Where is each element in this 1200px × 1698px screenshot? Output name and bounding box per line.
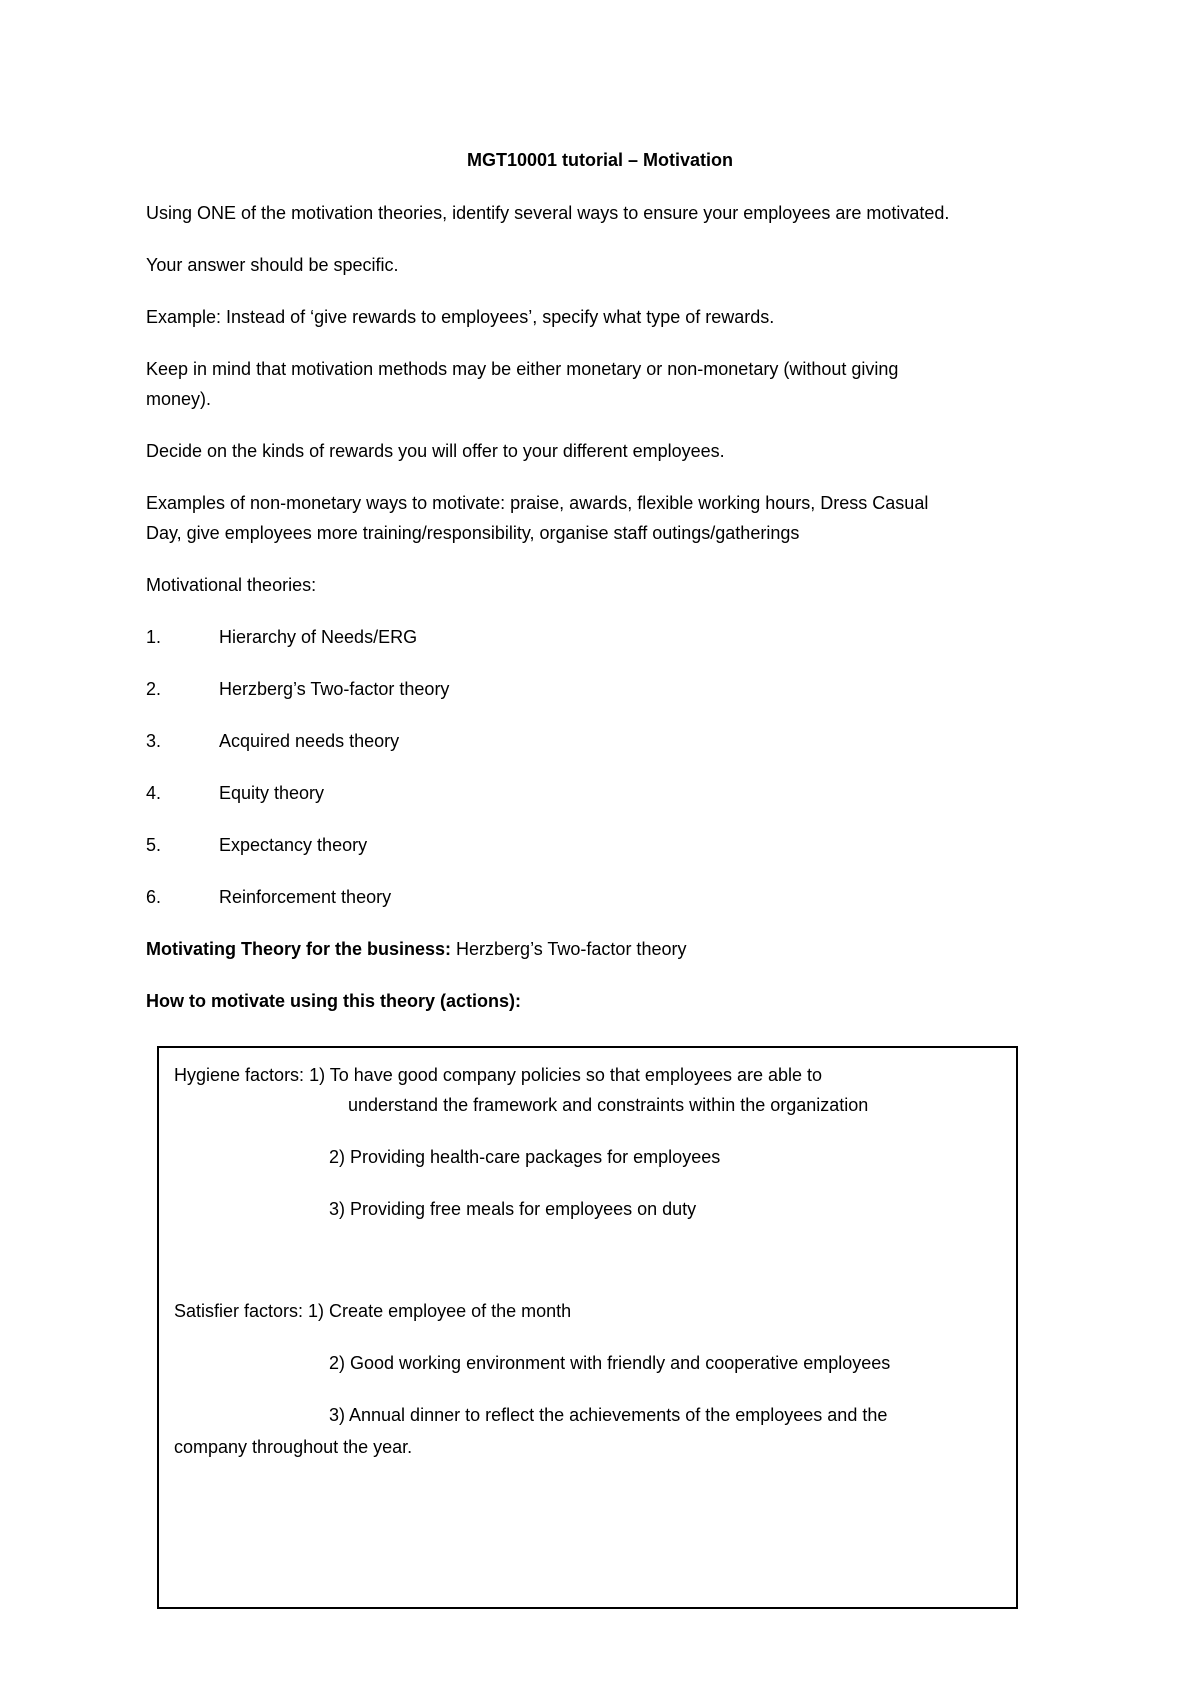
page-title: MGT10001 tutorial – Motivation [466,150,734,170]
list-number: 1. [146,627,162,647]
list-label: Equity theory [219,783,325,803]
hygiene-item-3: 3) Providing free meals for employees on duty [329,1199,697,1219]
how-heading: How to motivate using this theory (actions): [146,991,522,1011]
instruction-text: Using ONE of the motivation theories, identify several ways to ensure your employees are motivated. [146,203,950,223]
chosen-theory-label: Motivating Theory for the business: [146,939,452,959]
theories-heading: Motivational theories: [146,575,317,595]
example-text: Example: Instead of ‘give rewards to employees’, specify what type of rewards. [146,307,775,327]
list-label: Hierarchy of Needs/ERG [219,627,418,647]
list-item [146,622,417,652]
list-number: 3. [146,731,162,751]
satisfier-label: Satisfier factors: [174,1301,309,1321]
list-number: 5. [146,835,162,855]
satisfier-item-2: 2) Good working environment with friendly and cooperative employees [329,1353,891,1373]
list-item [146,830,367,860]
answer-box [157,1046,1018,1609]
decide-text: Decide on the kinds of rewards you will offer to your different employees. [146,441,725,461]
satisfier-item-3a: 3) Annual dinner to reflect the achievements of the employees and the [329,1405,888,1425]
chosen-theory [146,934,686,964]
specific-note: Your answer should be specific. [146,255,399,275]
hygiene-label: Hygiene factors: [174,1065,310,1085]
examples-line2: Day, give employees more training/responsibility, organise staff outings/gatherings [146,523,800,543]
list-label: Acquired needs theory [219,731,400,751]
list-item [146,778,324,808]
list-number: 4. [146,783,162,803]
list-label: Expectancy theory [219,835,368,855]
keep-in-mind-line2: money). [146,389,212,409]
list-number: 6. [146,887,162,907]
hygiene-item-2: 2) Providing health-care packages for employees [329,1147,721,1167]
list-item [146,674,449,704]
list-label: Reinforcement theory [219,887,392,907]
list-item [146,882,391,912]
satisfier-line1 [174,1296,571,1326]
chosen-theory-value: Herzberg’s Two-factor theory [451,939,687,959]
examples-line1: Examples of non-monetary ways to motivate: praise, awards, flexible working hours, Dress Casual [146,493,929,513]
hygiene-item-1b: understand the framework and constraints within the organization [348,1095,869,1115]
list-number: 2. [146,679,162,699]
satisfier-item-1: 1) Create employee of the month [308,1301,572,1321]
satisfier-item-3b: company throughout the year. [174,1437,413,1457]
hygiene-item-1a: 1) To have good company policies so that employees are able to [309,1065,823,1085]
hygiene-line1 [174,1060,822,1090]
list-label: Herzberg’s Two-factor theory [219,679,450,699]
keep-in-mind-line1: Keep in mind that motivation methods may be either monetary or non-monetary (without giving [146,359,899,379]
list-item [146,726,399,756]
